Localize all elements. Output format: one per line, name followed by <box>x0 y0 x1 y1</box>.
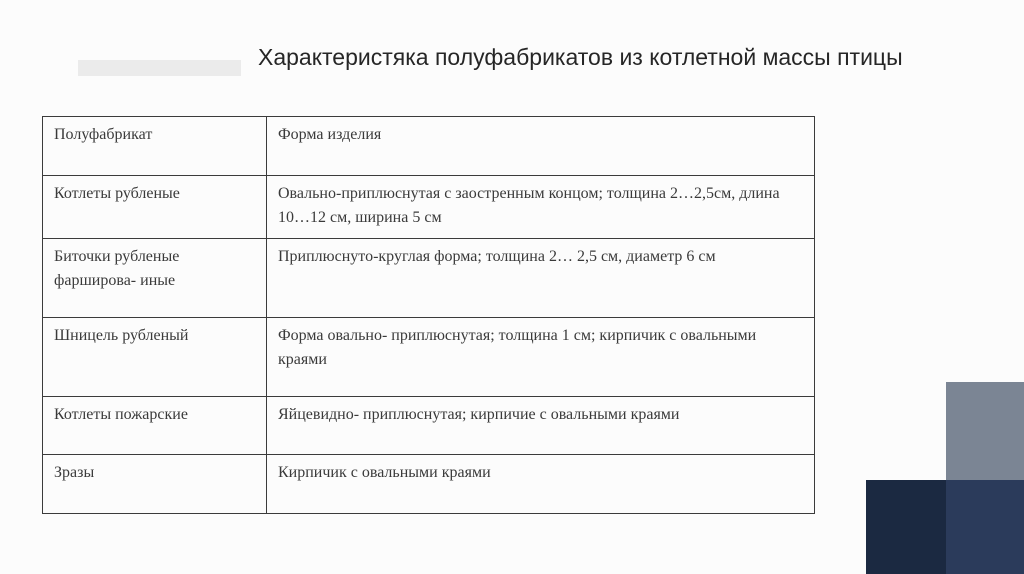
table-row <box>43 455 815 514</box>
table-row <box>43 397 815 455</box>
decor-square-blue <box>946 480 1024 574</box>
table-row <box>43 318 815 397</box>
cell-product: Шницель рубленый <box>43 318 267 397</box>
table-row <box>43 239 815 318</box>
cell-shape: Яйцевидно- приплюснутая; кирпичие с овальными краями <box>267 397 815 455</box>
cell-product: Котлеты пожарские <box>43 397 267 455</box>
cell-product: Зразы <box>43 455 267 514</box>
cell-product: Биточки рубленые фарширова- иные <box>43 239 267 318</box>
slide-title: Характеристяка полуфабрикатов из котлетной массы птицы <box>258 44 903 70</box>
cell-shape: Приплюснуто-круглая форма; толщина 2… 2,5 см, диаметр 6 см <box>267 239 815 318</box>
header-shape: Форма изделия <box>267 117 815 176</box>
table-header-row <box>43 117 815 176</box>
cell-shape: Кирпичик с овальными краями <box>267 455 815 514</box>
product-table <box>42 116 815 514</box>
header-product: Полуфабрикат <box>43 117 267 176</box>
cell-shape: Форма овально- приплюснутая; толщина 1 см; кирпичик с овальными краями <box>267 318 815 397</box>
table-row <box>43 176 815 239</box>
cell-shape: Овально-приплюснутая с заостренным концом; толщина 2…2,5см, длина 10…12 см, ширина 5 см <box>267 176 815 239</box>
cell-product: Котлеты рубленые <box>43 176 267 239</box>
decor-square-navy <box>866 480 946 574</box>
decor-square-grey <box>946 382 1024 480</box>
title-accent-bar <box>78 60 241 76</box>
